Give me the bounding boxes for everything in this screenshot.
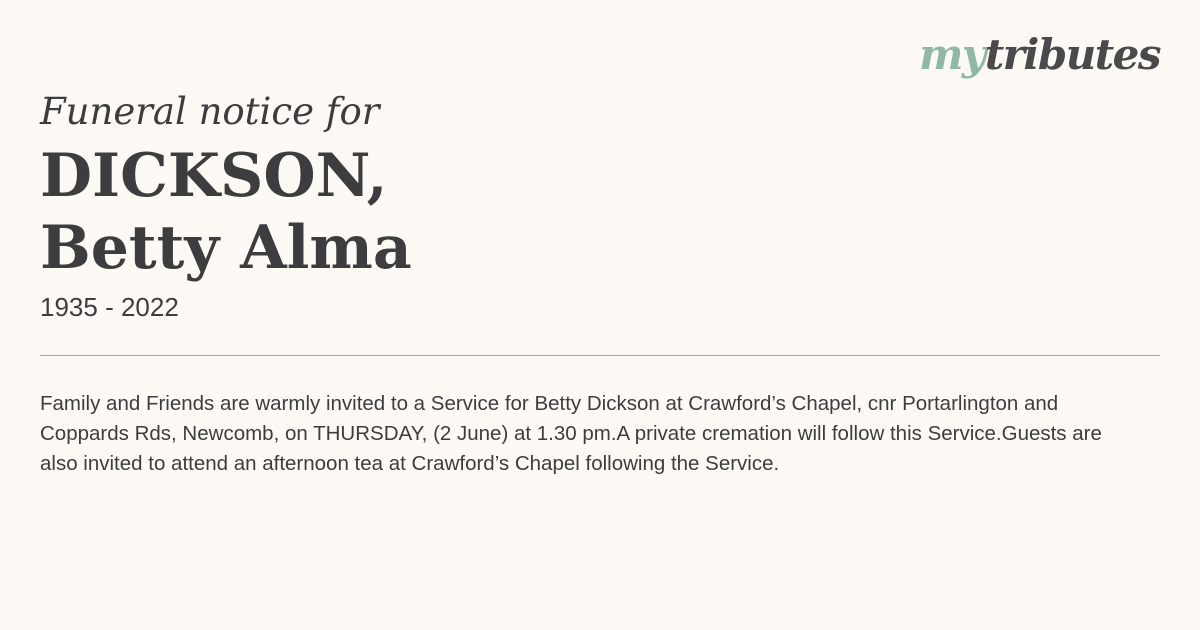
notice-intro: Funeral notice for bbox=[40, 90, 380, 133]
deceased-name bbox=[40, 140, 412, 284]
deceased-surname: DICKSON, bbox=[40, 141, 388, 211]
divider bbox=[40, 355, 1160, 356]
deceased-given-names: Betty Alma bbox=[40, 213, 412, 283]
logo-tributes-text: tributes bbox=[984, 30, 1160, 79]
logo-my-text: my bbox=[918, 30, 985, 79]
life-years: 1935 - 2022 bbox=[40, 292, 179, 322]
notice-body: Family and Friends are warmly invited to a Service for Betty Dickson at Crawford’s Chapel, cnr Portarlington and Coppards Rds, Newcomb, on THURSDAY, (2 June) at 1.30 pm.A private cremation will follow this Service.Guests are also invited to attend an afternoon tea at Crawford’s Chapel following the Service. bbox=[40, 392, 1102, 475]
mytributes-logo[interactable] bbox=[918, 30, 1160, 79]
